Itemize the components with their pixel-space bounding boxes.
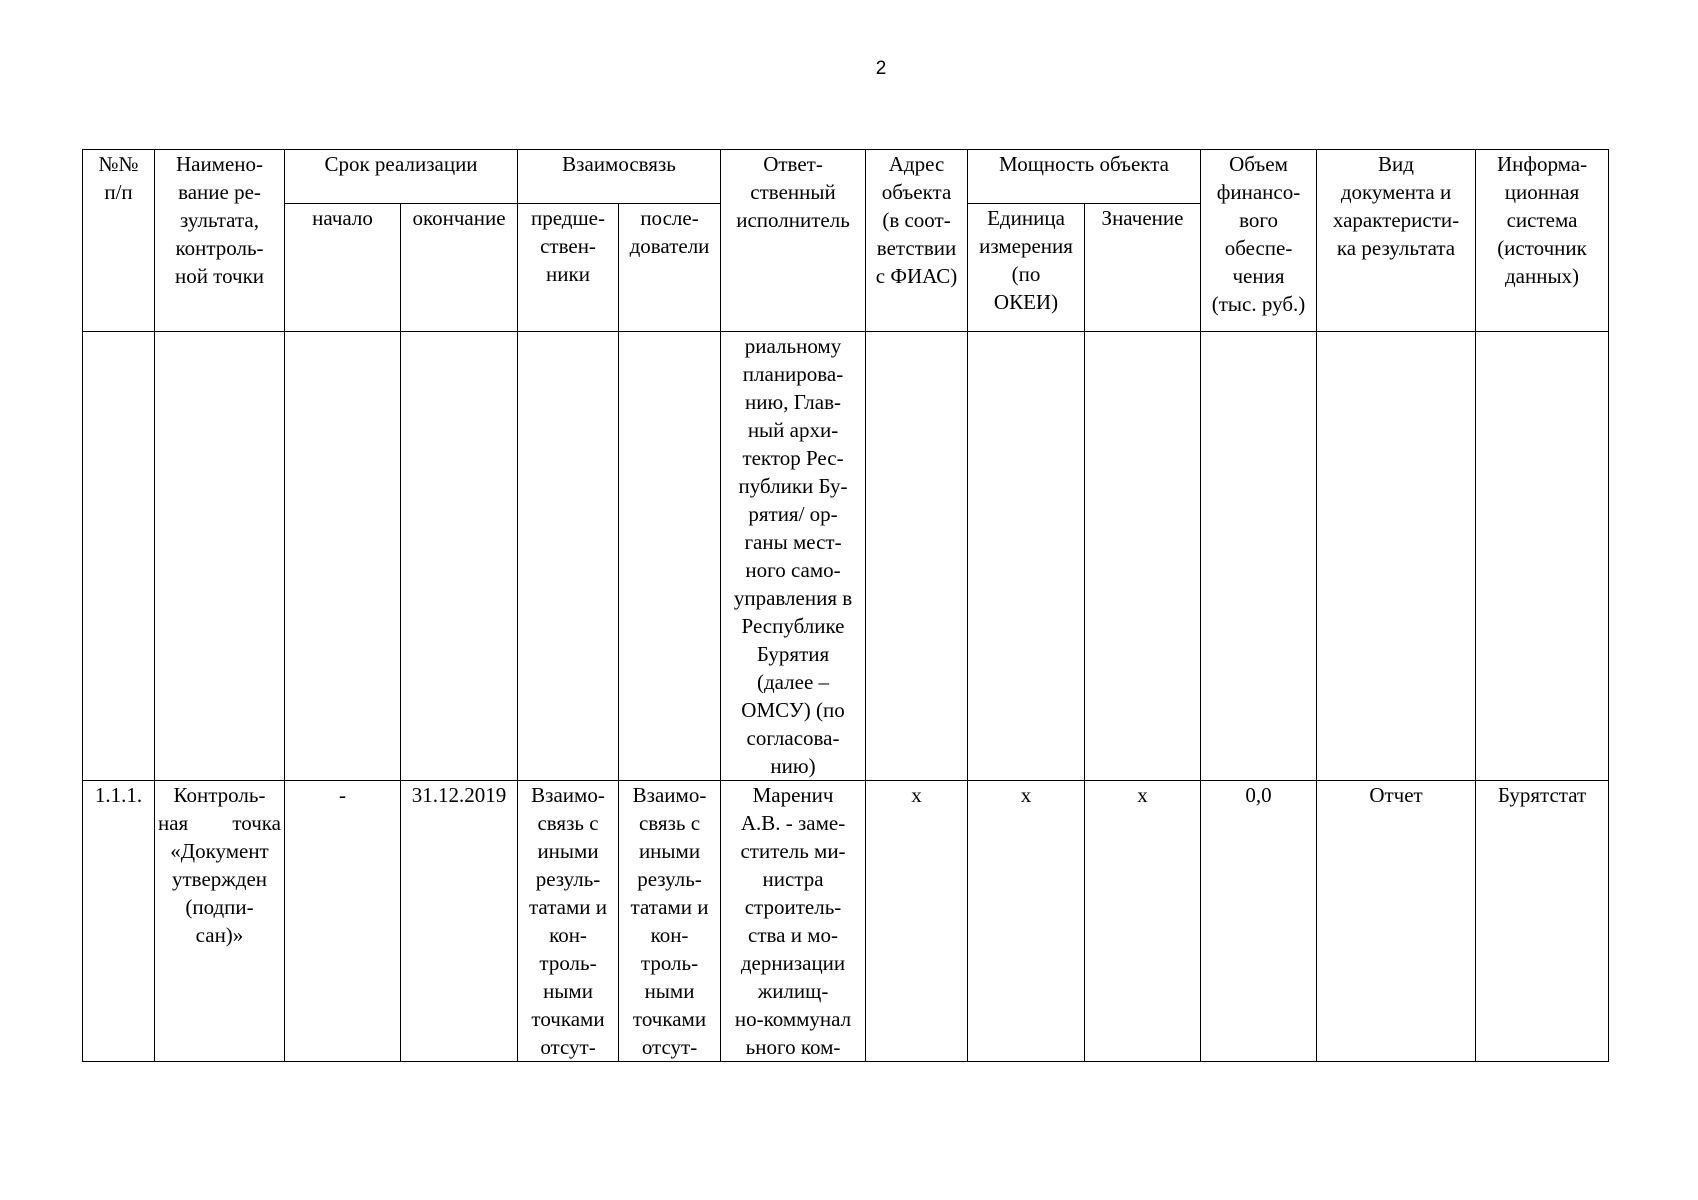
header-period-start: начало: [285, 204, 401, 332]
cell-empty: [1317, 332, 1476, 781]
name-word-2: точка: [232, 811, 281, 835]
header-period: Срок реализации: [285, 150, 518, 204]
cell-empty: [619, 332, 721, 781]
header-capacity: Мощность объекта: [968, 150, 1201, 204]
cell-empty: [1085, 332, 1201, 781]
cell-empty: [155, 332, 285, 781]
name-rest: «Документ утвержден (подпи- сан)»: [170, 839, 269, 947]
header-row-1: [83, 150, 1609, 204]
header-capacity-value: Значение: [1085, 204, 1201, 332]
cell-value: х: [1085, 781, 1201, 1062]
cell-responsible: Маренич А.В. - заме- ститель ми- нистра строитель- ства и мо- дернизации жилищ- но-коммунал ьного ком-: [721, 781, 866, 1062]
header-info-system: Информа- ционная система (источник данных): [1476, 150, 1609, 332]
header-responsible: Ответ- ственный исполнитель: [721, 150, 866, 332]
cell-empty: [518, 332, 619, 781]
cell-next: Взаимо- связь с иными резуль- татами и кон- троль- ными точками отсут-: [619, 781, 721, 1062]
cell-unit: х: [968, 781, 1085, 1062]
cell-responsible-continuation: риальному планирова- нию, Глав- ный архи- тектор Рес- публики Бу- рятия/ ор- ганы мест- ного само- управления в Республике Бурятия (далее – ОМСУ) (по согласова- нию): [721, 332, 866, 781]
header-address: Адрес объекта (в соот- ветствии с ФИАС): [866, 150, 968, 332]
header-capacity-unit: Единица измерения (по ОКЕИ): [968, 204, 1085, 332]
cell-empty: [1201, 332, 1317, 781]
cell-doc-type: Отчет: [1317, 781, 1476, 1062]
cell-address: х: [866, 781, 968, 1062]
results-table: [82, 149, 1609, 1062]
name-word-1: ная: [158, 811, 189, 835]
header-num: №№ п/п: [83, 150, 155, 332]
header-funding: Объем финансо- вого обеспе- чения (тыс. руб.): [1201, 150, 1317, 332]
cell-empty: [401, 332, 518, 781]
cell-prev: Взаимо- связь с иными резуль- татами и кон- троль- ными точками отсут-: [518, 781, 619, 1062]
header-period-end: окончание: [401, 204, 518, 332]
table-row-continuation: [83, 332, 1609, 781]
cell-empty: [285, 332, 401, 781]
cell-end: 31.12.2019: [401, 781, 518, 1062]
header-relation-prev: предше- ствен- ники: [518, 204, 619, 332]
name-line-1: Контроль-: [173, 783, 266, 807]
page-number: 2: [875, 58, 887, 79]
table-row-1-1-1: [83, 781, 1609, 1062]
cell-num: 1.1.1.: [83, 781, 155, 1062]
header-name: Наимено- вание ре- зультата, контроль- ной точки: [155, 150, 285, 332]
cell-name: [155, 781, 285, 1062]
cell-empty: [866, 332, 968, 781]
header-relation-next: после- дователи: [619, 204, 721, 332]
header-relation: Взаимосвязь: [518, 150, 721, 204]
header-doc-type: Вид документа и характеристи- ка результата: [1317, 150, 1476, 332]
cell-funding: 0,0: [1201, 781, 1317, 1062]
cell-empty: [1476, 332, 1609, 781]
cell-info-system: Бурятстат: [1476, 781, 1609, 1062]
cell-start: -: [285, 781, 401, 1062]
cell-empty: [968, 332, 1085, 781]
cell-empty: [83, 332, 155, 781]
name-line-2: [158, 809, 281, 837]
